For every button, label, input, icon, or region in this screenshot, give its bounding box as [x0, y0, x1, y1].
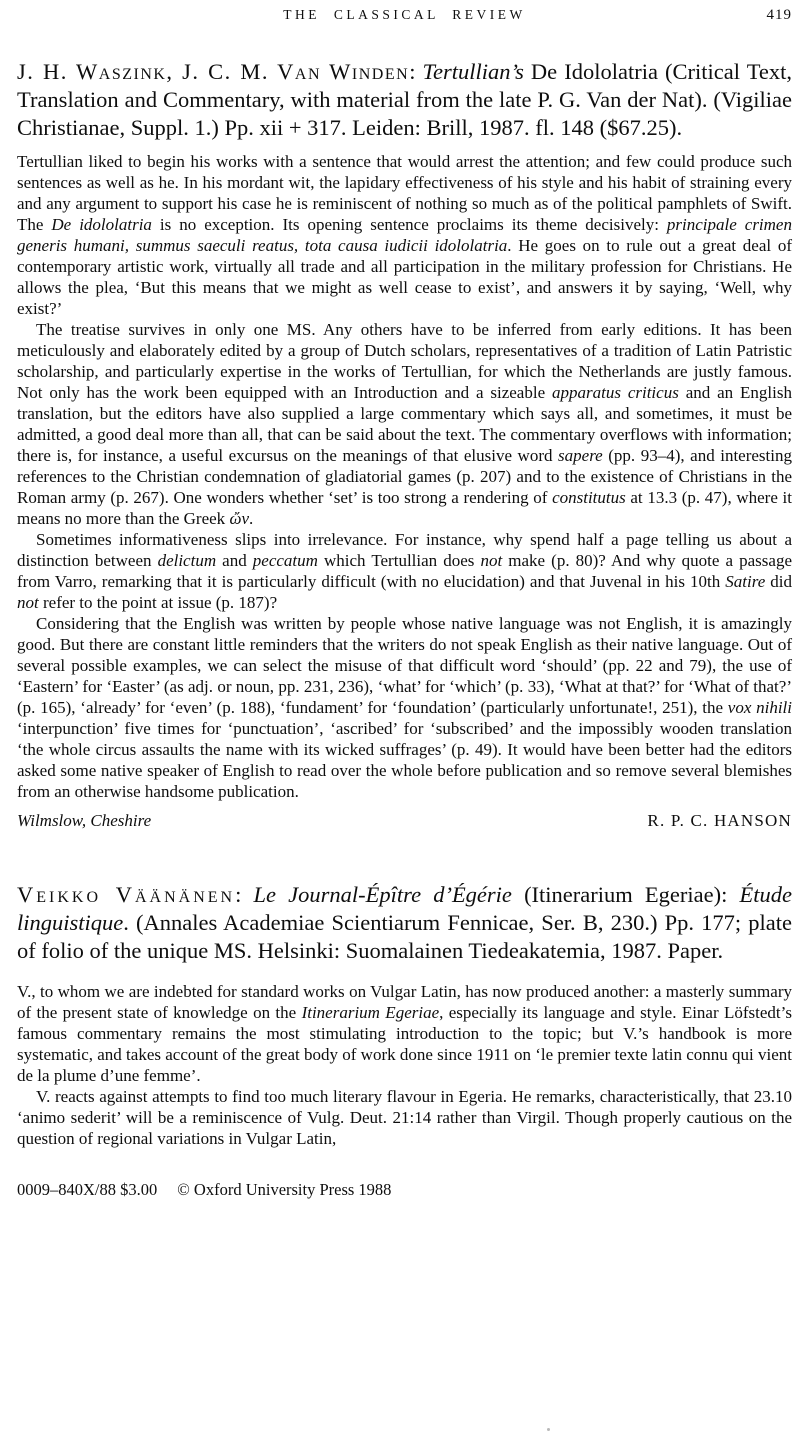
review-heading	[17, 58, 792, 142]
text-segment: Sometimes informativeness slips into irrelevance. For instance, why spend half a page telling us about a distinction between	[17, 530, 792, 570]
text-segment: The treatise survives in only one MS. Any others have to be inferred from early editions. It has been meticulously and elaborately edited by a group of Dutch scholars, representatives of a tradition of Latin Patristic scholarship, and particularly expertise in the works of Tertullian, for which the Netherlands are justly famous. Not only has the work been equipped with an Introduction and a sizeable	[17, 320, 792, 402]
scan-artifact-speck	[547, 1428, 550, 1431]
text-segment: at 13.3 (p. 47), where it means no more than the Greek	[17, 488, 792, 528]
text-segment: . (Annales Academiae Scientiarum Fennicae, Ser. B, 230.) Pp. 177; plate of folio of the unique MS. Helsinki: Suomalainen Tiedeakatemia, 1987. Paper.	[17, 910, 792, 963]
text-segment: Itinerarium Egeriae	[301, 1003, 440, 1022]
issn-price: 0009–840X/88 $3.00	[17, 1180, 158, 1199]
reviewer-name: R. P. C. HANSON	[647, 811, 792, 830]
review-paragraph	[17, 529, 792, 613]
review-body	[17, 151, 792, 802]
review-body	[17, 981, 792, 1149]
text-segment: Le Journal-Épître d’Égérie	[253, 882, 512, 907]
text-segment: Tertullian’s	[422, 59, 524, 84]
text-segment: V., to whom we are indebted for standard works on Vulgar Latin, has now produced another: a masterly summary of the present state of knowledge on the	[17, 982, 792, 1022]
page-footer	[17, 1179, 792, 1200]
review-paragraph	[17, 1086, 792, 1149]
text-segment: not	[17, 593, 39, 612]
text-segment: which Tertullian does	[317, 551, 481, 570]
text-segment: J. H. Waszink, J. C. M. Van Winden	[17, 59, 410, 84]
text-segment: (pp. 93–4), and interesting references to the Christian condemnation of gladiatorial games (p. 207) and to the existence of Christians in the Roman army (p. 267). One wonders whether ‘set’ is too strong a rendering of	[17, 446, 792, 507]
text-segment: De Idololatria (Critical Text, Translation and Commentary, with material from the late P. G. Van der Nat). (Vigiliae Christianae, Suppl. 1.) Pp. xii + 317. Leiden: Brill, 1987. fl. 148 ($67.25).	[17, 59, 792, 140]
running-head	[17, 6, 792, 24]
review-paragraph	[17, 319, 792, 529]
text-segment: . He goes on to rule out a great deal of contemporary artistic work, virtually all trade and all participation in the military profession for Christians. He allows the plea, ‘But this means that we might as well cease to exist’, and answers it by saying, ‘Well, why exist?’	[17, 236, 792, 318]
text-segment: , especially its language and style. Einar Löfstedt’s famous commentary remains the most stimulating introduction to the topic; but V.’s handbook is more systematic, and takes account of the great body of work done since 1911 on ‘le premier texte latin connu qui vient de la plume d’une femme’.	[17, 1003, 792, 1085]
review-paragraph	[17, 613, 792, 802]
text-segment: delictum	[157, 551, 217, 570]
text-segment: principale crimen generis humani, summus saeculi reatus, tota causa iudicii idololatria	[17, 215, 792, 255]
text-segment: Étude linguistique	[17, 882, 792, 935]
text-segment: constitutus	[552, 488, 626, 507]
text-segment: .	[249, 509, 254, 528]
text-segment: sapere	[558, 446, 603, 465]
copyright-notice: © Oxford University Press 1988	[177, 1180, 392, 1199]
text-segment: De idololatria	[51, 215, 152, 234]
text-segment: :	[235, 882, 254, 907]
text-segment: make (p. 80)? And why quote a passage from Varro, remarking that it is particularly difficult (with no elucidation) and that Juvenal in his 10th	[17, 551, 792, 591]
signature-row	[17, 810, 792, 831]
text-segment: apparatus criticus	[552, 383, 679, 402]
text-segment: Tertullian liked to begin his works with a sentence that would arrest the attention; and few could produce such sentences as well as he. In his mordant wit, the lapidary effectiveness of his style and his habit of straining every and any argument to support his case he is reminiscent of nothing so much as of the political pamphlets of Swift. The	[17, 152, 792, 234]
text-segment: vox nihili	[727, 698, 793, 717]
text-segment: is no exception. Its opening sentence proclaims its theme decisively:	[151, 215, 667, 234]
text-segment: ‘interpunction’ five times for ‘punctuation’, ‘ascribed’ for ‘subscribed’ and the impossibly wooden translation ‘the whole circus assaults the name with its wicked suffrages’ (p. 49). It would have been better had the editors asked some native speaker of English to read over the whole before publication and so remove several blemishes from an otherwise handsome publication.	[17, 719, 792, 801]
text-segment: refer to the point at issue (p. 187)?	[38, 593, 278, 612]
text-segment: peccatum	[252, 551, 318, 570]
text-segment: Considering that the English was written by people whose native language was not English, it is amazingly good. But there are constant little reminders that the writers do not speak English as their native language. Out of several possible examples, we can select the misuse of that difficult word ‘should’ (pp. 22 and 79), the use of ‘Eastern’ for ‘Easter’ (as adj. or noun, pp. 231, 236), ‘what’ for ‘which’ (p. 33), ‘What at that?’ for ‘What of that?’ (p. 165), ‘already’ for ‘even’ (p. 188), ‘fundament’ for ‘foundation’ (particularly unfortunate!, 251), the	[17, 614, 792, 717]
text-segment: did	[765, 572, 793, 591]
text-segment: Veikko Väänänen	[17, 882, 236, 907]
page-number: 419	[766, 7, 792, 23]
text-segment: :	[409, 59, 423, 84]
review-heading	[17, 881, 792, 965]
text-segment: and an English translation, but the editors have also supplied a large commentary which says all, and sometimes, it must be admitted, a good deal more than all, that can be said about the text. The commentary overflows with information; there is, for instance, a useful excursus on the meanings of that elusive word	[17, 383, 792, 465]
reviewer-location: Wilmslow, Cheshire	[17, 811, 152, 830]
text-segment: and	[216, 551, 253, 570]
review-waszink-van-winden	[17, 58, 792, 831]
text-segment: ὤν	[229, 509, 249, 528]
text-segment: V. reacts against attempts to find too much literary flavour in Egeria. He remarks, characteristically, that 23.10 ‘animo sederit’ will be a reminiscence of Vulg. Deut. 21:14 rather than Virgil. Though properly cautious on the question of regional variations in Vulgar Latin,	[17, 1087, 792, 1148]
review-paragraph	[17, 151, 792, 319]
text-segment: (Itinerarium Egeriae):	[511, 882, 740, 907]
review-paragraph	[17, 981, 792, 1086]
journal-title: THE CLASSICAL REVIEW	[283, 7, 526, 22]
review-vaananen	[17, 881, 792, 1149]
text-segment: Satire	[725, 572, 766, 591]
text-segment: not	[480, 551, 503, 570]
